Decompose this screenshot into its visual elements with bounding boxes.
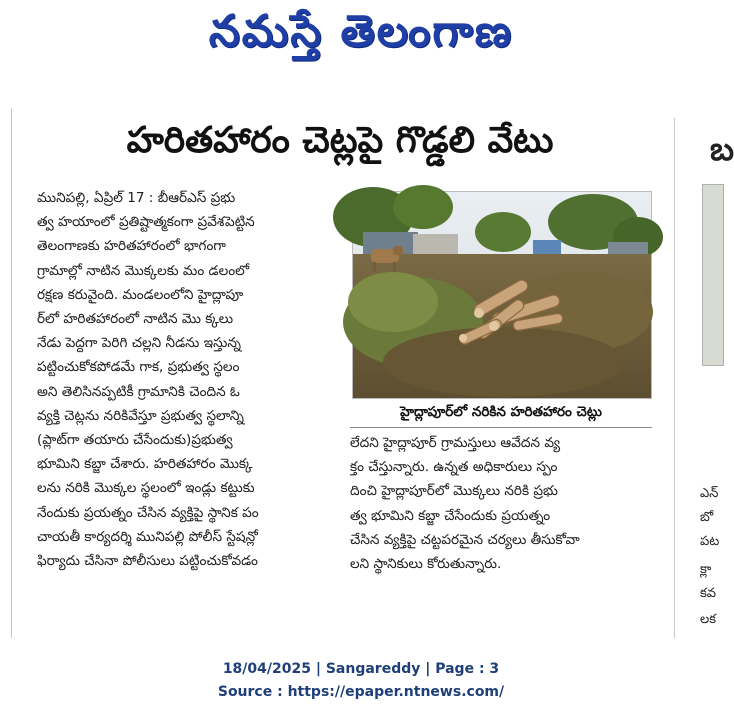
article-line: దించి హైద్లాపూర్‌లో మొక్కలు నరికి ప్రభు	[350, 483, 558, 500]
photo-caption: హైద్లాపూర్‌లో నరికిన హరితహారం చెట్లు	[400, 404, 602, 420]
adjacent-line: బో	[700, 510, 714, 525]
adjacent-line: కవ	[700, 586, 717, 601]
article-line: లను నరికి మొక్కల స్థలంలో ఇండ్లు కట్టుకు	[37, 480, 255, 497]
article-line: రక్షణ కరువైంది. మండలంలోని హైద్లాపూ	[37, 286, 244, 303]
article-line: అని తెలిసినప్పటికీ గ్రామానికి చెందిన ఓ	[37, 383, 240, 400]
article-line: భూమిని కబ్జా చేశారు. హరితహారం మొక్క	[37, 456, 253, 473]
article-photo	[352, 191, 652, 399]
article-line: లని స్థానికులు కోరుతున్నారు.	[350, 556, 502, 573]
article-line: పట్టించుకోకపోడమే గాక, ప్రభుత్వ స్థలం	[37, 359, 240, 376]
article-line: నేందుకు ప్రయత్నం చేసిన వ్యక్తిపై స్థానిక పం	[37, 504, 259, 521]
article-line: గ్రామాల్లో నాటిన మొక్కలకు మం డలంలో	[37, 262, 250, 279]
article-column-1	[37, 186, 342, 573]
article-line: మునిపల్లి, ఏప్రిల్ 17 : బీఆర్ఎస్ ప్రభు	[37, 190, 236, 206]
article-line: (ప్లాట్‌గా తయారు చేసేందుకు)ప్రభుత్వ	[37, 432, 233, 449]
caption-divider	[350, 427, 652, 428]
article-line: తెలంగాణకు హరితహారంలో భాగంగా	[37, 238, 226, 255]
page-footer	[0, 658, 722, 704]
adjacent-line: క్లా	[700, 562, 712, 577]
article-line: క్తం చేస్తున్నారు. ఉన్నత అధికారులు స్పం	[350, 459, 558, 476]
adjacent-line: లక	[700, 612, 717, 627]
column-rule-left	[11, 108, 12, 638]
article-line: త్వ హయాంలో ప్రతిష్టాత్మకంగా ప్రవేశపెట్టిన	[37, 214, 255, 231]
masthead	[0, 0, 722, 78]
felled-trees-photo	[353, 192, 651, 398]
column-rule-right	[674, 118, 675, 638]
adjacent-article-fragment	[678, 118, 734, 638]
article-line: ఫిర్యాదు చేసినా పోలీసులు పట్టించుకోవడం	[37, 553, 258, 570]
article-line: లేదని హైద్లాపూర్ గ్రామస్తులు ఆవేదన వ్య	[350, 435, 561, 451]
article-column-2	[350, 431, 650, 576]
article-line: త్వ భూమిని కబ్జా చేసేందుకు ప్రయత్నం	[350, 507, 551, 524]
source-link[interactable]: Source : https://epaper.ntnews.com/	[217, 684, 505, 700]
article-line: నేడు పెద్దగా పెరిగి చల్లని నీడను ఇస్తున్న	[37, 335, 241, 352]
adjacent-photo-fragment	[702, 184, 724, 366]
article-headline: హరితహారం చెట్లపై గొడ్డలి వేటు	[126, 120, 554, 161]
adjacent-line: ఎన్	[700, 486, 719, 501]
article-line: చేసిన వ్యక్తిపై చట్టపరమైన చర్యలు తీసుకోవా	[350, 531, 580, 548]
newspaper-logo: నమస్తే తెలంగాణ	[208, 6, 514, 57]
article-line: చాయతీ కార్యదర్శి మునిపల్లి పోలీస్ స్టేషన్లో	[37, 528, 258, 545]
adjacent-line: పట	[700, 534, 720, 549]
article-line: ర్‌లో హరితహారంలో నాటిన మొ క్కలు	[37, 311, 234, 328]
adjacent-headline-fragment: బ	[710, 130, 734, 168]
article-line: వ్యక్తి చెట్లను నరికివేస్తూ ప్రభుత్వ స్థలాన్ని	[37, 407, 245, 424]
edition-info: 18/04/2025 | Sangareddy | Page : 3	[222, 661, 500, 677]
